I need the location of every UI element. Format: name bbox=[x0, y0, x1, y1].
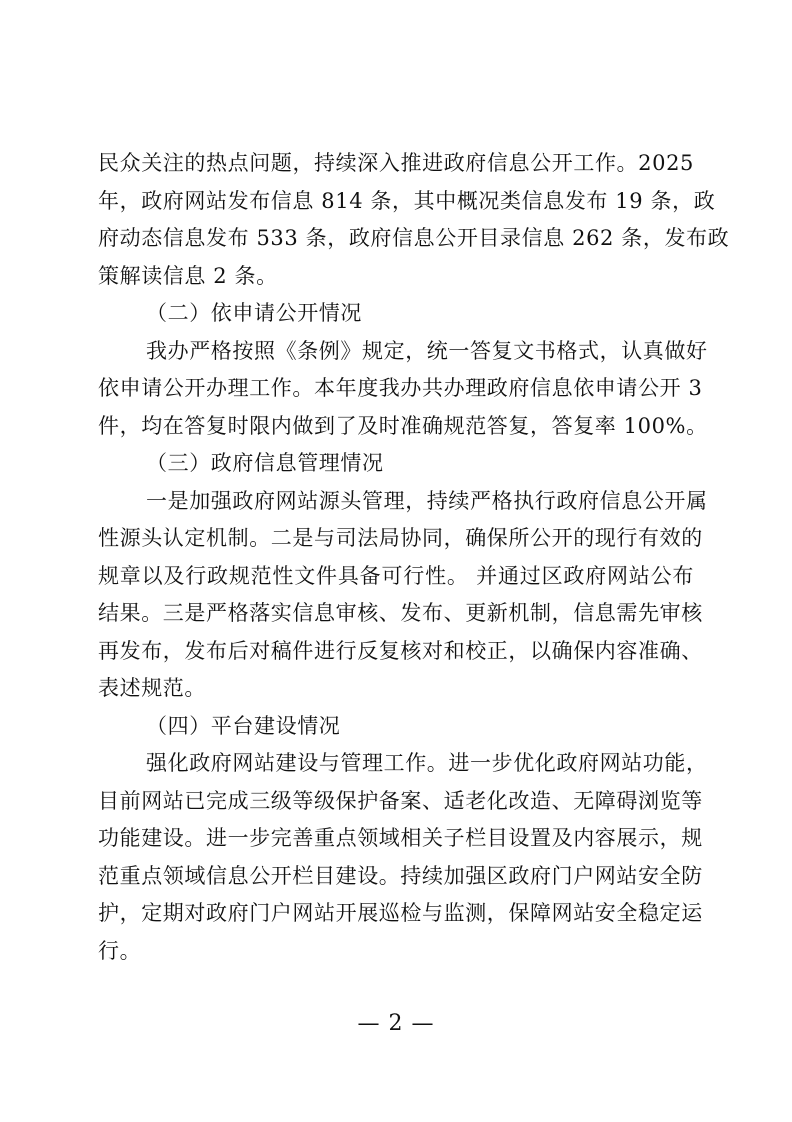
paragraph-2-line-2: 依申请公开办理工作。本年度我办共办理政府信息依申请公开 3 bbox=[98, 376, 703, 400]
section-heading-3: （三）政府信息管理情况 bbox=[146, 451, 384, 475]
section-heading-2: （二）依申请公开情况 bbox=[146, 301, 362, 325]
paragraph-1-line-1: 民众关注的热点问题，持续深入推进政府信息公开工作。2025 bbox=[98, 151, 694, 175]
paragraph-3-line-6: 表述规范。 bbox=[98, 676, 206, 700]
paragraph-4-line-1: 强化政府网站建设与管理工作。进一步优化政府网站功能， bbox=[146, 751, 708, 775]
paragraph-4-line-2: 目前网站已完成三级等级保护备案、适老化改造、无障碍浏览等 bbox=[98, 789, 703, 813]
paragraph-3-line-4: 结果。三是严格落实信息审核、发布、更新机制，信息需先审核 bbox=[98, 601, 703, 625]
paragraph-2-line-3: 件，均在答复时限内做到了及时准确规范答复，答复率 100%。 bbox=[98, 414, 708, 438]
paragraph-4-line-6: 行。 bbox=[98, 939, 142, 963]
paragraph-1-line-4: 策解读信息 2 条。 bbox=[98, 264, 278, 288]
page-number: — 2 — bbox=[357, 1011, 435, 1036]
paragraph-3-line-1: 一是加强政府网站源头管理，持续严格执行政府信息公开属 bbox=[146, 489, 708, 513]
paragraph-1-line-2: 年，政府网站发布信息 814 条，其中概况类信息发布 19 条，政 bbox=[98, 189, 716, 213]
paragraph-2-line-1: 我办严格按照《条例》规定，统一答复文书格式，认真做好 bbox=[146, 339, 708, 363]
paragraph-4-line-3: 功能建设。进一步完善重点领域相关子栏目设置及内容展示，规 bbox=[98, 826, 703, 850]
paragraph-3-line-3: 规章以及行政规范性文件具备可行性。 并通过区政府网站公布 bbox=[98, 564, 694, 588]
paragraph-1-line-3: 府动态信息发布 533 条，政府信息公开目录信息 262 条，发布政 bbox=[98, 226, 730, 250]
paragraph-3-line-5: 再发布，发布后对稿件进行反复核对和校正，以确保内容准确、 bbox=[98, 639, 703, 663]
paragraph-4-line-4: 范重点领域信息公开栏目建设。持续加强区政府门户网站安全防 bbox=[98, 864, 703, 888]
paragraph-4-line-5: 护，定期对政府门户网站开展巡检与监测，保障网站安全稳定运 bbox=[98, 901, 703, 925]
section-heading-4: （四）平台建设情况 bbox=[146, 714, 341, 738]
paragraph-3-line-2: 性源头认定机制。二是与司法局协同，确保所公开的现行有效的 bbox=[98, 526, 703, 550]
